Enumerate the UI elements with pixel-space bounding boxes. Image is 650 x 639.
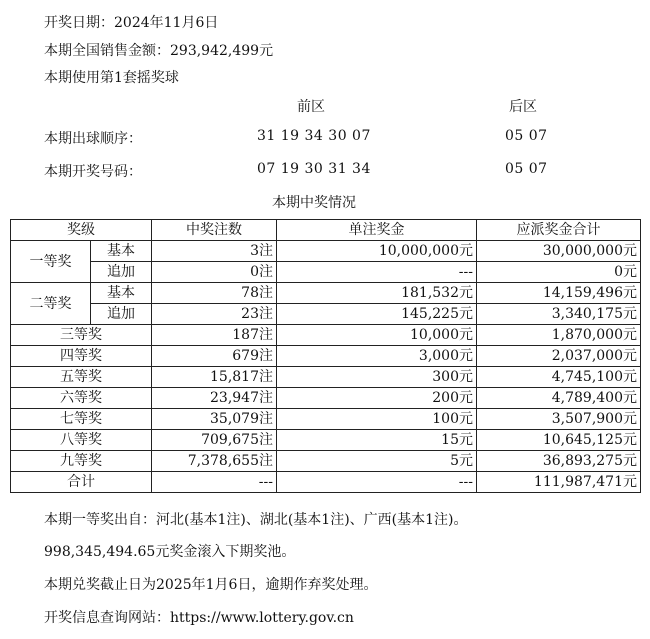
table-row xyxy=(11,304,641,325)
table-row xyxy=(11,367,641,388)
table-row xyxy=(11,262,641,283)
draw-order-label: 本期出球顺序： xyxy=(44,131,142,147)
sales-amount: 本期全国销售金额：293,942,499元 xyxy=(44,43,274,59)
level-cell: 八等奖 xyxy=(11,430,152,451)
total-cell: 4,789,400元 xyxy=(477,388,641,409)
prize-table xyxy=(10,219,641,493)
count-cell: 35,079注 xyxy=(152,409,277,430)
sub-level-cell: 追加 xyxy=(91,262,152,283)
prize-cell: 15元 xyxy=(277,430,477,451)
total-cell: 2,037,000元 xyxy=(477,346,641,367)
draw-order-back: 05 07 xyxy=(505,128,548,144)
total-cell: 36,893,275元 xyxy=(477,451,641,472)
header-prize: 单注奖金 xyxy=(277,220,477,241)
level-cell: 二等奖 xyxy=(11,283,91,325)
prize-cell: 10,000,000元 xyxy=(277,241,477,262)
count-cell: 15,817注 xyxy=(152,367,277,388)
back-zone-label: 后区 xyxy=(509,99,537,115)
ball-set: 本期使用第1套摇奖球 xyxy=(44,70,179,86)
first-prize-origin: 本期一等奖出自：河北(基本1注)、湖北(基本1注)、广西(基本1注)。 xyxy=(44,512,468,528)
level-cell: 九等奖 xyxy=(11,451,152,472)
prize-cell: 200元 xyxy=(277,388,477,409)
prize-cell: 10,000元 xyxy=(277,325,477,346)
prize-cell: 3,000元 xyxy=(277,346,477,367)
prize-cell: --- xyxy=(277,262,477,283)
total-cell: 3,507,900元 xyxy=(477,409,641,430)
count-cell: 0注 xyxy=(152,262,277,283)
count-cell: 187注 xyxy=(152,325,277,346)
prize-cell: 300元 xyxy=(277,367,477,388)
prize-cell: 181,532元 xyxy=(277,283,477,304)
count-cell: --- xyxy=(152,472,277,493)
header-total: 应派奖金合计 xyxy=(477,220,641,241)
table-row xyxy=(11,430,641,451)
front-zone-label: 前区 xyxy=(297,99,325,115)
count-cell: 709,675注 xyxy=(152,430,277,451)
table-row xyxy=(11,451,641,472)
total-cell: 111,987,471元 xyxy=(477,472,641,493)
total-cell: 0元 xyxy=(477,262,641,283)
table-row xyxy=(11,283,641,304)
total-cell: 3,340,175元 xyxy=(477,304,641,325)
level-cell: 一等奖 xyxy=(11,241,91,283)
count-cell: 3注 xyxy=(152,241,277,262)
header-level: 奖级 xyxy=(11,220,152,241)
level-cell: 七等奖 xyxy=(11,409,152,430)
sub-level-cell: 基本 xyxy=(91,283,152,304)
total-cell: 4,745,100元 xyxy=(477,367,641,388)
prize-cell: --- xyxy=(277,472,477,493)
draw-order-front: 31 19 34 30 07 xyxy=(257,128,371,144)
total-cell: 1,870,000元 xyxy=(477,325,641,346)
website-info: 开奖信息查询网站：https://www.lottery.gov.cn xyxy=(44,610,354,626)
claim-deadline: 本期兑奖截止日为2025年1月6日，逾期作弃奖处理。 xyxy=(44,577,378,593)
prize-cell: 100元 xyxy=(277,409,477,430)
prize-table-title: 本期中奖情况 xyxy=(272,195,356,211)
table-header-row xyxy=(11,220,641,241)
table-row xyxy=(11,241,641,262)
level-cell: 六等奖 xyxy=(11,388,152,409)
total-cell: 14,159,496元 xyxy=(477,283,641,304)
header-count: 中奖注数 xyxy=(152,220,277,241)
total-cell: 30,000,000元 xyxy=(477,241,641,262)
winning-numbers-front: 07 19 30 31 34 xyxy=(257,161,371,177)
draw-date: 开奖日期：2024年11月6日 xyxy=(44,15,219,31)
level-cell: 三等奖 xyxy=(11,325,152,346)
table-row xyxy=(11,409,641,430)
count-cell: 23注 xyxy=(152,304,277,325)
sub-level-cell: 追加 xyxy=(91,304,152,325)
prize-cell: 5元 xyxy=(277,451,477,472)
level-cell: 五等奖 xyxy=(11,367,152,388)
prize-cell: 145,225元 xyxy=(277,304,477,325)
total-cell: 10,645,125元 xyxy=(477,430,641,451)
winning-numbers-back: 05 07 xyxy=(505,161,548,177)
table-row xyxy=(11,325,641,346)
level-cell: 合计 xyxy=(11,472,152,493)
table-row xyxy=(11,346,641,367)
table-row xyxy=(11,388,641,409)
count-cell: 78注 xyxy=(152,283,277,304)
count-cell: 23,947注 xyxy=(152,388,277,409)
jackpot-rollover: 998,345,494.65元奖金滚入下期奖池。 xyxy=(44,544,296,560)
level-cell: 四等奖 xyxy=(11,346,152,367)
table-sum-row xyxy=(11,472,641,493)
sub-level-cell: 基本 xyxy=(91,241,152,262)
count-cell: 679注 xyxy=(152,346,277,367)
count-cell: 7,378,655注 xyxy=(152,451,277,472)
winning-numbers-label: 本期开奖号码： xyxy=(44,164,142,180)
